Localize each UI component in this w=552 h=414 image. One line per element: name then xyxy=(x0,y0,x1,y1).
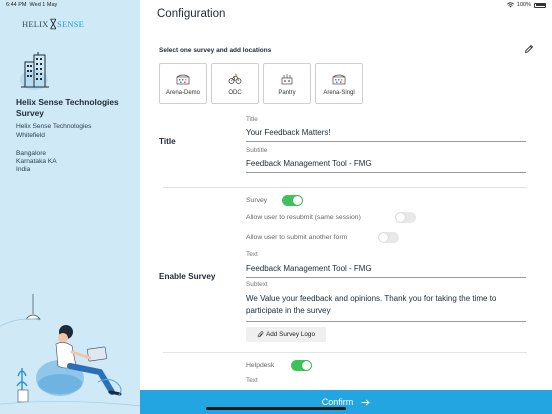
arrow-right-icon xyxy=(361,399,370,406)
arena-icon xyxy=(332,73,346,85)
bike-icon xyxy=(228,73,242,85)
location-card-arena-demo[interactable] xyxy=(159,63,207,104)
helpdesk-toggle-label: Helpdesk xyxy=(246,362,275,369)
title-section-label: Title xyxy=(159,137,176,146)
sidebar xyxy=(0,0,140,414)
helix-sense-logo xyxy=(22,14,84,34)
enable-survey-label: Enable Survey xyxy=(159,272,216,281)
location-label: ODC xyxy=(228,90,242,96)
text-caption: Text xyxy=(246,251,258,258)
location-cards xyxy=(159,63,363,104)
org-city: Bangalore xyxy=(16,150,47,157)
home-indicator[interactable] xyxy=(206,407,346,410)
survey-text-field[interactable]: Feedback Management Tool - FMG xyxy=(246,264,526,278)
page-title: Configuration xyxy=(157,8,226,20)
another-form-toggle[interactable] xyxy=(378,232,399,243)
title-caption: Title xyxy=(246,116,258,123)
status-right xyxy=(507,2,546,8)
title-field[interactable]: Your Feedback Matters! xyxy=(246,128,526,142)
confirm-label: Confirm xyxy=(321,397,354,407)
location-label: Pantry xyxy=(278,90,296,96)
subtitle-caption: Subtitle xyxy=(246,147,268,154)
org-state: Karnataka KA xyxy=(16,158,57,165)
helpdesk-text-caption: Text xyxy=(246,377,258,384)
logo-text-right: SENSE xyxy=(57,19,84,29)
resubmit-toggle[interactable] xyxy=(395,212,416,223)
section-divider xyxy=(163,187,527,188)
wifi-icon xyxy=(507,2,514,8)
org-line-1: Helix Sense Technologies xyxy=(16,123,92,130)
survey-toggle-label: Survey xyxy=(246,197,268,204)
location-label: Arena-Demo xyxy=(165,90,200,96)
location-card-odc[interactable] xyxy=(211,63,259,104)
survey-select-label: Select one survey and add locations xyxy=(159,47,272,54)
subtitle-field[interactable]: Feedback Management Tool - FMG xyxy=(246,159,526,173)
subtext-field[interactable]: We Value your feedback and opinions. Thank you for taking the time to participate in the survey xyxy=(246,293,526,322)
subtext-caption: Subtext xyxy=(246,281,268,288)
person-with-laptop-illustration xyxy=(0,286,140,414)
logo-text-left: HELIX xyxy=(22,19,49,29)
arena-icon xyxy=(176,73,190,85)
org-line-2: Whitefield xyxy=(16,132,45,139)
org-country: India xyxy=(16,166,31,173)
building-icon xyxy=(16,52,52,90)
add-survey-logo-label: Add Survey Logo xyxy=(265,331,316,338)
status-time: 6:44 PM Wed 1 May xyxy=(6,2,58,8)
add-survey-logo-button[interactable] xyxy=(246,327,326,342)
location-label: Arena-Singl xyxy=(323,90,355,96)
section-divider xyxy=(163,352,527,353)
survey-toggle[interactable] xyxy=(282,195,303,206)
confirm-button[interactable] xyxy=(140,390,552,414)
battery-icon xyxy=(534,3,546,8)
resubmit-label: Allow user to resubmit (same session) xyxy=(246,214,361,221)
helpdesk-toggle[interactable] xyxy=(291,360,312,371)
paperclip-icon xyxy=(257,331,264,339)
pantry-icon xyxy=(280,73,294,85)
location-card-arena-single[interactable] xyxy=(315,63,363,104)
main-panel xyxy=(140,0,552,414)
pencil-icon[interactable] xyxy=(524,44,534,54)
battery-percent: 100% xyxy=(516,2,531,8)
location-card-pantry[interactable] xyxy=(263,63,311,104)
status-bar xyxy=(0,0,552,10)
helix-logo-icon xyxy=(50,14,57,34)
org-name: Helix Sense Technologies Survey xyxy=(16,97,119,118)
another-form-label: Allow user to submit another form xyxy=(246,234,348,241)
